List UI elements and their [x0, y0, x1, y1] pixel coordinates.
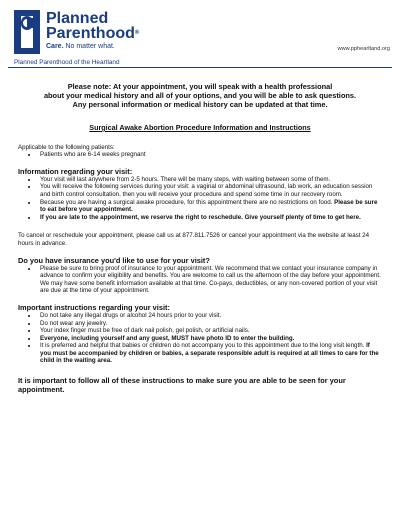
notice-line-3: Any personal information or medical history can be updated at that time.: [72, 100, 328, 109]
header-divider: [8, 67, 392, 68]
list-item-emphasis: Please be sure to eat before your appointment.: [40, 198, 378, 214]
list-item: • Do not wear any jewelry.: [38, 320, 382, 328]
brand-line-2: Parenthood: [46, 25, 135, 42]
tagline: [46, 43, 115, 50]
insurance-heading: Do you have insurance you'd like to use for your visit?: [18, 255, 210, 265]
list-item: • Everyone, including yourself and any guest, MUST have photo ID to enter the building.: [38, 335, 382, 343]
list-item: • Your index finger must be free of dark nail polish, gel polish, or artificial nails.: [38, 327, 382, 335]
letterhead: [14, 8, 390, 56]
instructions-heading: Important instructions regarding your visit:: [18, 302, 170, 312]
applicable-intro: Applicable to the following patients:: [18, 143, 115, 151]
cancel-instructions: To cancel or reschedule your appointment, please call us at 877.811.7526 or cancel your appointment via the website at least 24 hours in advance.: [18, 232, 370, 247]
instructions-list: [18, 312, 382, 365]
list-item: [38, 342, 382, 365]
affiliate-name: Planned Parenthood of the Heartland: [14, 59, 120, 66]
list-item: • You will receive the following services during your visit: a vaginal or abdominal ultrasound, lab work, an education session and birth control consultation, then you will receive your procedure and spend some time in our recovery room.: [38, 183, 382, 198]
list-item: • Patients who are 6-14 weeks pregnant: [38, 151, 382, 159]
list-item: • Do not take any illegal drugs or alcohol 24 hours prior to your visit.: [38, 312, 382, 320]
list-item-emphasis: If you must be accompanied by children or babies, a separate responsible adult is required at all times to care for the child in the waiting area.: [40, 342, 379, 365]
document-title: Surgical Awake Abortion Procedure Information and Instructions: [89, 123, 311, 132]
list-item: • Your visit will last anywhere from 2-5 hours. There will be many steps, with waiting between some of them.: [38, 176, 382, 184]
tagline-bold: Care.: [46, 43, 64, 50]
notice: [18, 82, 382, 109]
brand-line-1: Planned: [46, 10, 109, 27]
registered-mark: ®: [134, 30, 140, 36]
document-body: [18, 82, 382, 394]
list-item-text: It is preferred and helpful that babies or children do not accompany you to this appointment due to the long visit length.: [40, 342, 367, 350]
tagline-rest: No matter what.: [63, 43, 115, 50]
notice-line-1: Please note: At your appointment, you will speak with a health professional: [67, 82, 333, 91]
visit-info-heading: Information regarding your visit:: [18, 166, 133, 176]
brand-name: [46, 11, 139, 41]
closing-statement: It is important to follow all of these instructions to make sure you are able to be seen for your appointment.: [18, 376, 346, 395]
list-item: • If you are late to the appointment, we reserve the right to reschedule. Give yourself plenty of time to get here.: [38, 214, 382, 222]
website-url[interactable]: www.pphearltand.org: [337, 46, 390, 52]
list-item: • Please be sure to bring proof of insurance to your appointment. We recommend that we contact your insurance company in advance to confirm your eligibility and benefits. You are welcome to call us the afternoon of the day before your appointment. We may have some benefit information available at that time. Co-pays, deductibles, or any non-covered portion of your visit are due at the time of your appointment.: [38, 265, 382, 295]
notice-line-2: about your medical history and all of your options, and you will be able to ask questions.: [43, 91, 357, 100]
insurance-list: [18, 265, 382, 295]
list-item-text: Because you are having a surgical awake procedure, for this appointment there are no restrictions on food.: [40, 198, 335, 206]
visit-info-list: [18, 176, 382, 222]
applicable-list: [18, 151, 382, 159]
list-item: [38, 199, 382, 214]
planned-parenthood-logo-icon: [14, 10, 40, 54]
